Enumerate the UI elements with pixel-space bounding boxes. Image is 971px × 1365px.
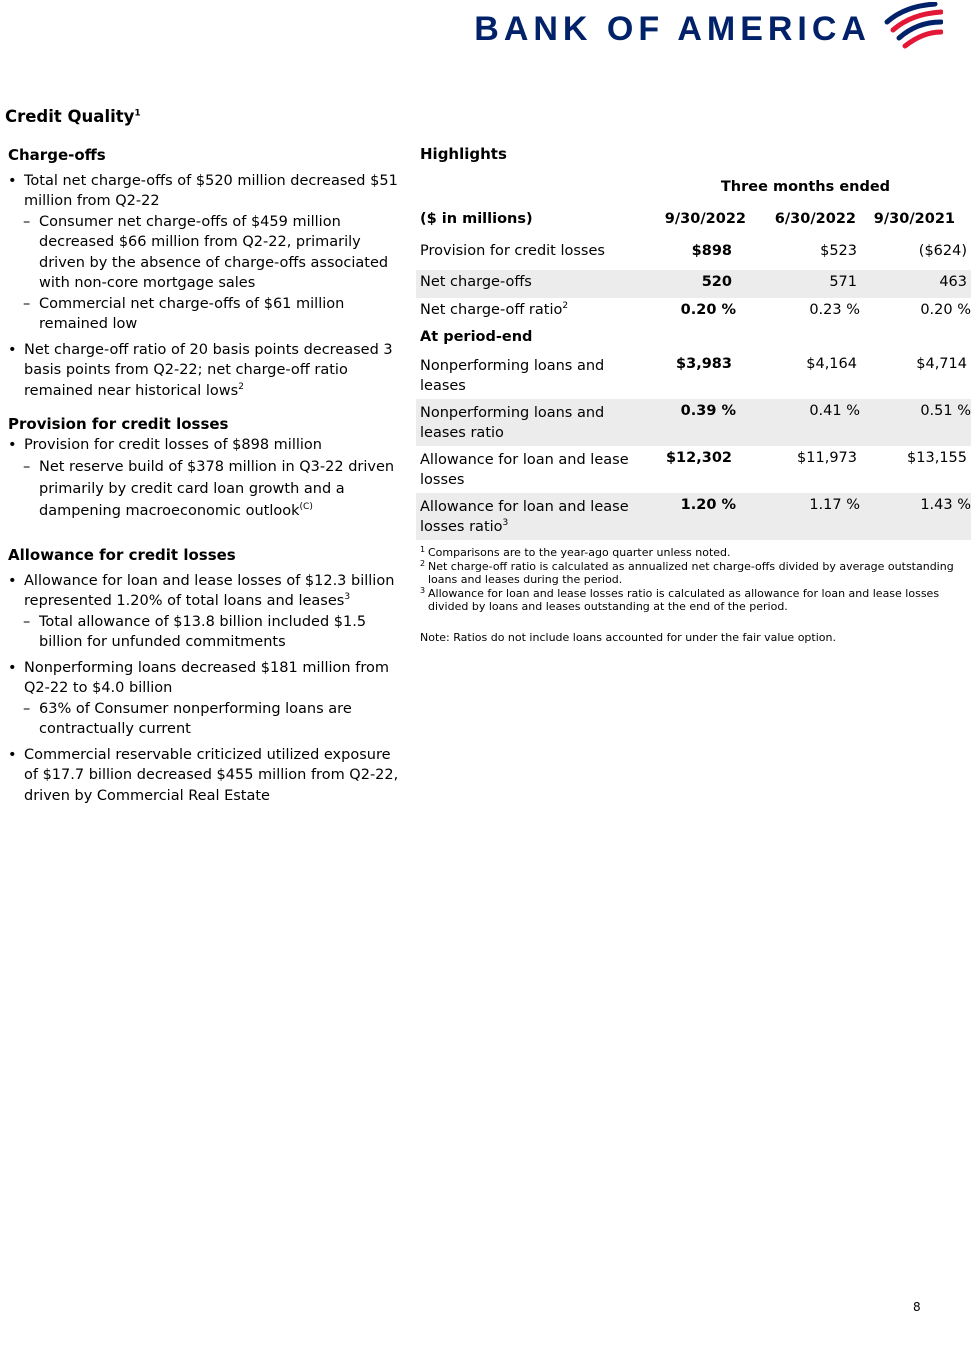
sub-commercial-nco: – Commercial net charge-offs of $61 million remained low bbox=[8, 294, 408, 335]
row-label: Nonperforming loans and leases ratio bbox=[416, 399, 640, 446]
cell: $523 bbox=[820, 243, 857, 259]
table-header-row bbox=[416, 207, 971, 239]
logo-wordmark: BANK OF AMERICA bbox=[474, 9, 871, 48]
cell: 520 bbox=[640, 270, 750, 298]
unit-label: ($ in millions) bbox=[420, 211, 533, 227]
bullet-nonperforming: • Nonperforming loans decreased $181 million from Q2-22 to $4.0 billion bbox=[8, 658, 408, 699]
table-period-header-row bbox=[416, 175, 971, 207]
sub-consumer-nco: – Consumer net charge-offs of $459 million decreased $66 million from Q2-22, primarily driven by the absence of charge-offs associated with non-core mortgage sales bbox=[8, 212, 408, 294]
bullet-allowance: • Allowance for loan and lease losses of $12.3 billion represented 1.20% of total loans and leases$^3$ bbox=[8, 571, 408, 612]
page-title: Credit Quality$^1$ bbox=[5, 107, 141, 126]
table-row bbox=[416, 239, 971, 270]
bullet-criticized-exposure: • Commercial reservable criticized utilized exposure of $17.7 billion decreased $455 million from Q2-22, driven by Commercial Real Estate bbox=[8, 745, 408, 807]
footnote: 3 Allowance for loan and lease losses ratio is calculated as allowance for loan and lease losses divided by loans and leases outstanding at the end of the period. bbox=[420, 585, 940, 613]
col-header: 9/30/2021 bbox=[873, 211, 955, 227]
highlights-table bbox=[416, 175, 971, 540]
row-label: Net charge-offs bbox=[416, 270, 640, 298]
section-label: At period-end bbox=[420, 329, 533, 345]
cell: $3,983 bbox=[676, 356, 732, 372]
table-row bbox=[416, 298, 971, 326]
provision-heading: Provision for credit losses bbox=[8, 415, 229, 433]
cell: 1.17 % bbox=[750, 493, 860, 540]
bullet-total-nco: • Total net charge-offs of $520 million decreased $51 million from Q2-22 bbox=[8, 171, 408, 212]
bullet-provision: • Provision for credit losses of $898 million bbox=[8, 435, 408, 456]
row-label: Net charge-off ratio$^2$ bbox=[420, 301, 569, 318]
chargeoffs-heading: Charge-offs bbox=[8, 146, 106, 164]
cell: $13,155 bbox=[907, 450, 967, 466]
cell: 0.41 % bbox=[750, 399, 860, 446]
cell: 0.51 % bbox=[860, 399, 971, 446]
cell: 0.23 % bbox=[809, 302, 860, 318]
cell: 0.20 % bbox=[680, 302, 736, 318]
footnotes bbox=[420, 546, 970, 655]
highlights-heading: Highlights bbox=[420, 145, 507, 163]
page-number: 8 bbox=[913, 1300, 921, 1314]
bank-of-america-logo bbox=[474, 2, 943, 50]
table-row bbox=[416, 352, 971, 399]
row-label: Nonperforming loans and leases bbox=[420, 358, 605, 394]
sub-reserve-build: – Net reserve build of $378 million in Q3-22 driven primarily by credit card loan growth and a dampening macroeconomic outlook$^{(C)}$ bbox=[8, 456, 408, 522]
cell: $898 bbox=[691, 243, 732, 259]
col-header: 9/30/2022 bbox=[664, 211, 746, 227]
fair-value-note: Note: Ratios do not include loans accounted for under the fair value option. bbox=[420, 630, 836, 644]
cell: $4,164 bbox=[806, 356, 857, 372]
footnote: 2 Net charge-off ratio is calculated as annualized net charge-offs divided by average outstanding loans and leases during the period. bbox=[420, 558, 954, 586]
cell: 463 bbox=[860, 270, 971, 298]
table-row bbox=[416, 270, 971, 298]
table-row bbox=[416, 493, 971, 540]
cell: $4,714 bbox=[916, 356, 967, 372]
col-header: 6/30/2022 bbox=[774, 211, 856, 227]
table-row bbox=[416, 326, 971, 352]
cell: 571 bbox=[750, 270, 860, 298]
cell: 0.39 % bbox=[640, 399, 750, 446]
cell: $11,973 bbox=[797, 450, 857, 466]
cell: 1.43 % bbox=[860, 493, 971, 540]
flagscape-icon bbox=[879, 2, 943, 50]
row-label: Allowance for loan and lease losses bbox=[420, 452, 629, 488]
cell: $12,302 bbox=[665, 450, 732, 466]
footnote: 1 Comparisons are to the year-ago quarter unless noted. bbox=[420, 545, 731, 559]
table-row bbox=[416, 399, 971, 446]
left-column bbox=[8, 145, 408, 806]
cell: ($624) bbox=[918, 243, 967, 259]
bullet-nco-ratio: • Net charge-off ratio of 20 basis points decreased 3 basis points from Q2-22; net charge-off ratio remained near historical lows$^2$ bbox=[8, 340, 408, 402]
row-label: Allowance for loan and lease losses ratio$^3$ bbox=[416, 493, 640, 540]
table-row bbox=[416, 446, 971, 493]
sub-total-allowance: – Total allowance of $13.8 billion included $1.5 billion for unfunded commitments bbox=[8, 612, 408, 653]
row-label: Provision for credit losses bbox=[420, 243, 605, 259]
cell: 1.20 % bbox=[640, 493, 750, 540]
sub-consumer-nonperforming: – 63% of Consumer nonperforming loans are contractually current bbox=[8, 699, 408, 740]
allowance-heading: Allowance for credit losses bbox=[8, 546, 236, 564]
period-header: Three months ended bbox=[720, 179, 891, 195]
cell: 0.20 % bbox=[920, 302, 971, 318]
